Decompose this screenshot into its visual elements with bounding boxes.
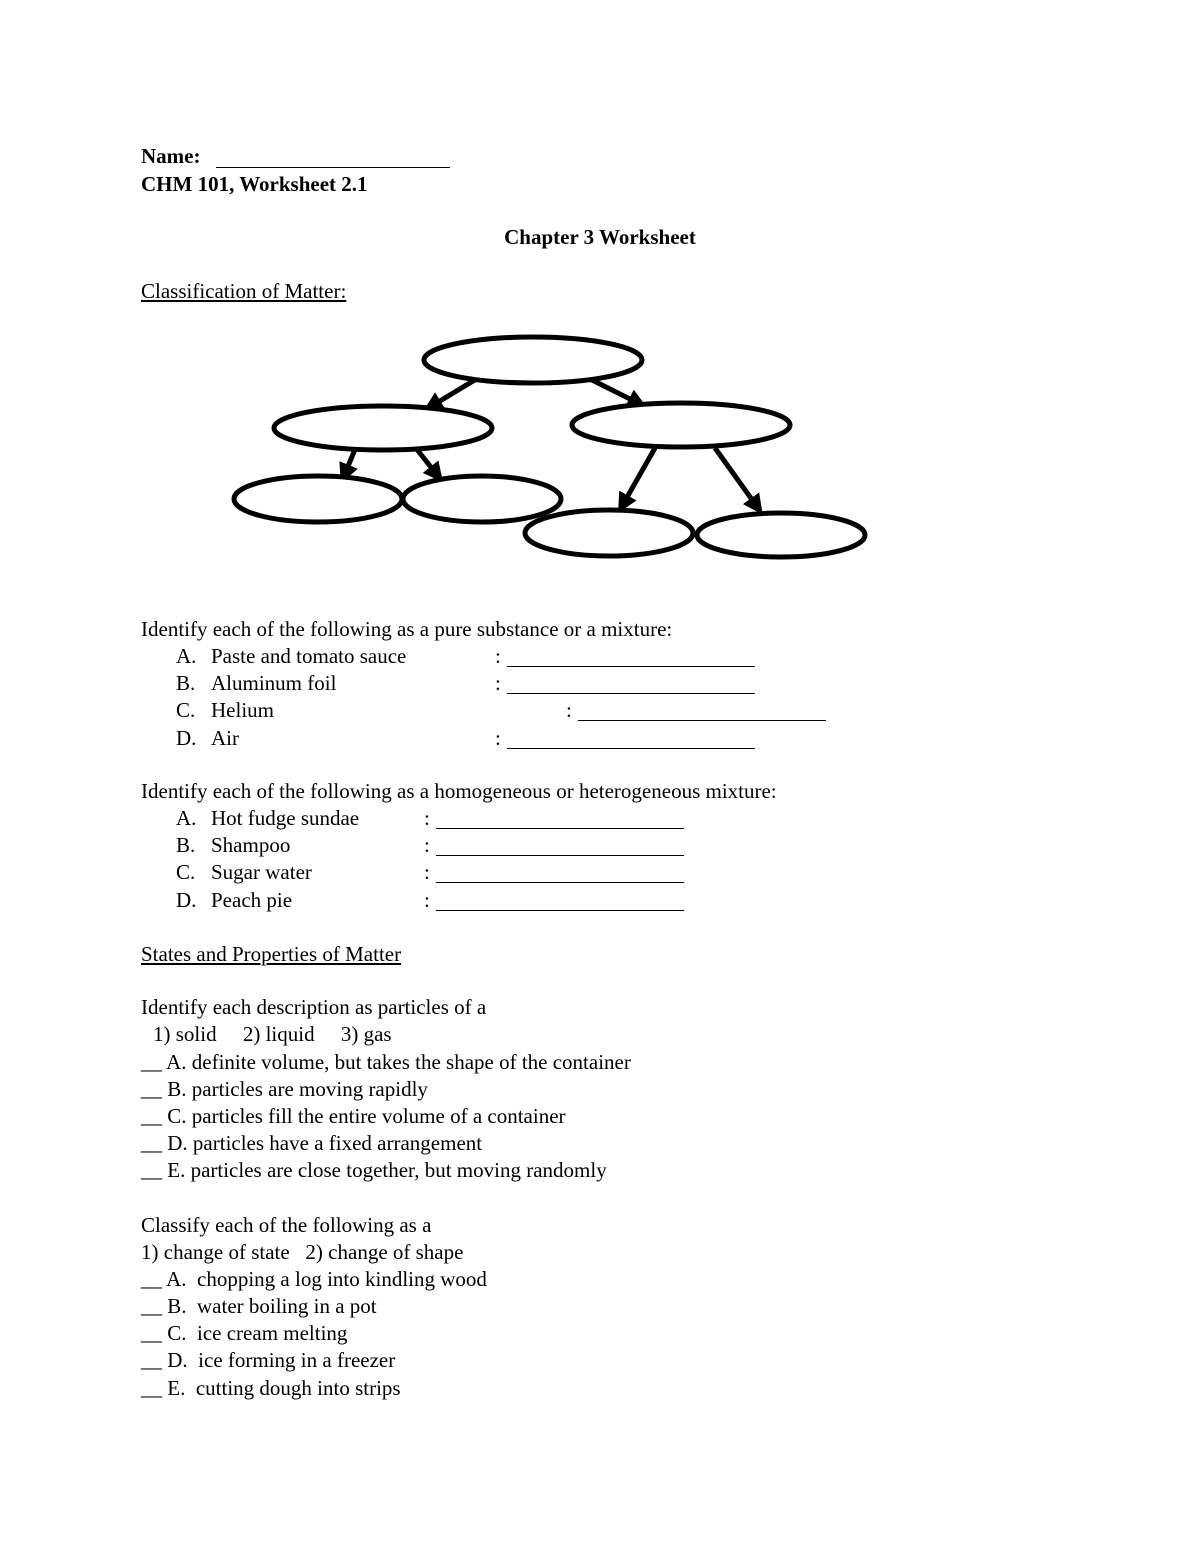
list-item-colon: :	[495, 671, 501, 695]
list-item-letter: A.	[176, 806, 197, 830]
oval-top	[424, 337, 642, 383]
classification-diagram	[0, 0, 1200, 600]
list-item-letter: B.	[176, 833, 196, 857]
arrow-right-to-bottom4	[715, 448, 758, 508]
list-item-letter: C.	[176, 698, 196, 722]
states-prompt: Identify each description as particles of a	[141, 995, 487, 1019]
oval-bottom-3	[525, 510, 693, 556]
changes-item: __ A. chopping a log into kindling wood	[141, 1267, 487, 1291]
arrow-top-to-left	[430, 378, 478, 407]
list-item-colon: :	[424, 888, 430, 912]
answer-blank[interactable]	[507, 666, 755, 667]
answer-blank[interactable]	[507, 693, 755, 694]
list-item-text: Helium	[211, 698, 274, 722]
changes-options: 1) change of state 2) change of shape	[141, 1240, 464, 1264]
list-item-colon: :	[424, 860, 430, 884]
page-title: Chapter 3 Worksheet	[504, 225, 696, 249]
list-item-text: Paste and tomato sauce	[211, 644, 407, 668]
list-item-letter: D.	[176, 888, 197, 912]
list-item-colon: :	[495, 726, 501, 750]
list-item-colon: :	[495, 644, 501, 668]
list-item-text: Air	[211, 726, 239, 750]
list-item-text: Shampoo	[211, 833, 291, 857]
course-line: CHM 101, Worksheet 2.1	[141, 172, 368, 196]
list-item-letter: D.	[176, 726, 197, 750]
oval-bottom-4	[697, 513, 865, 557]
states-options: 1) solid 2) liquid 3) gas	[153, 1022, 392, 1046]
pure-mixture-prompt: Identify each of the following as a pure substance or a mixture:	[141, 617, 673, 641]
answer-blank[interactable]	[436, 910, 684, 911]
list-item-colon: :	[424, 833, 430, 857]
answer-blank[interactable]	[436, 828, 684, 829]
changes-item: __ D. ice forming in a freezer	[141, 1348, 396, 1372]
list-item-text: Peach pie	[211, 888, 293, 912]
states-item: __ E. particles are close together, but moving randomly	[141, 1158, 607, 1182]
oval-left	[274, 406, 492, 450]
homo-hetero-prompt: Identify each of the following as a homogeneous or heterogeneous mixture:	[141, 779, 777, 803]
list-item-letter: A.	[176, 644, 197, 668]
list-item-letter: B.	[176, 671, 196, 695]
name-label: Name:	[141, 144, 201, 168]
classification-heading: Classification of Matter:	[141, 279, 347, 303]
states-item: __ D. particles have a fixed arrangement	[141, 1131, 483, 1155]
list-item-colon: :	[424, 806, 430, 830]
states-item: __ C. particles fill the entire volume of a container	[141, 1104, 566, 1128]
changes-item: __ C. ice cream melting	[141, 1321, 348, 1345]
states-heading: States and Properties of Matter	[141, 942, 402, 966]
oval-right	[572, 403, 790, 447]
oval-bottom-2	[403, 476, 561, 522]
changes-item: __ B. water boiling in a pot	[141, 1294, 377, 1318]
list-item-letter: C.	[176, 860, 196, 884]
list-item-colon: :	[566, 698, 572, 722]
list-item-text: Aluminum foil	[211, 671, 337, 695]
changes-prompt: Classify each of the following as a	[141, 1213, 432, 1237]
answer-blank[interactable]	[436, 855, 684, 856]
answer-blank[interactable]	[436, 882, 684, 883]
answer-blank[interactable]	[507, 748, 755, 749]
states-item: __ B. particles are moving rapidly	[141, 1077, 428, 1101]
list-item-text: Sugar water	[211, 860, 312, 884]
list-item-text: Hot fudge sundae	[211, 806, 360, 830]
oval-bottom-1	[234, 476, 402, 522]
answer-blank[interactable]	[578, 720, 826, 721]
states-item: __ A. definite volume, but takes the shape of the container	[141, 1050, 631, 1074]
changes-item: __ E. cutting dough into strips	[141, 1376, 401, 1400]
arrow-right-to-bottom3	[622, 448, 655, 506]
arrow-top-to-right	[588, 378, 640, 404]
